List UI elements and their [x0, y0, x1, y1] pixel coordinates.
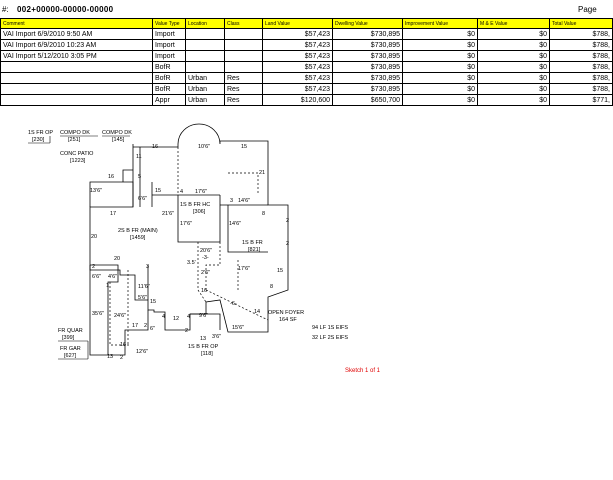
cell-me-value: $0 [478, 29, 550, 40]
label-compo-dk-2: COMPO DK [102, 130, 132, 136]
cell-improvement-value: $0 [403, 51, 478, 62]
cell-location: Urban [186, 95, 225, 106]
page-label: Page [578, 5, 597, 14]
cell-land-value: $57,423 [263, 84, 333, 95]
pin-label: #: [2, 5, 9, 14]
cell-class [225, 51, 263, 62]
label-2s-b-fr-main: 2S B FR (MAIN) [118, 228, 158, 234]
dimension-label: 10'6" [198, 144, 211, 150]
cell-total-value: $788, [550, 51, 613, 62]
cell-location [186, 62, 225, 73]
cell-value-type: Import [153, 51, 186, 62]
cell-location [186, 51, 225, 62]
cell-dwelling-value: $730,895 [333, 29, 403, 40]
dimension-label: 1 [106, 283, 110, 289]
table-row [1, 40, 613, 51]
dimension-label: 15'6" [232, 325, 245, 331]
dimension-label: 4 [187, 314, 191, 320]
dimension-label: 17 [132, 323, 139, 329]
cell-comment [1, 73, 153, 84]
cell-me-value: $0 [478, 40, 550, 51]
cell-improvement-value: $0 [403, 95, 478, 106]
cell-class [225, 29, 263, 40]
dimension-label: 6" [150, 326, 156, 332]
dimension-label: 16 [108, 174, 115, 180]
col-total-value: Total Value [550, 19, 613, 29]
label-underlines [28, 136, 130, 359]
table-row [1, 73, 613, 84]
dimension-label: 12 [173, 316, 180, 322]
dimension-label: 2 [286, 241, 290, 247]
table-row [1, 84, 613, 95]
label-compo-dk-1: COMPO DK [60, 130, 90, 136]
col-improvement-value: Improvement Value [403, 19, 478, 29]
col-me-value: M & E Value [478, 19, 550, 29]
dimension-label: 11'6" [138, 284, 150, 290]
label-fr-gar: FR GAR [60, 346, 81, 352]
label-1s-b-fr: 1S B FR [242, 240, 263, 246]
label-compo-dk-1-area: [251] [68, 137, 81, 143]
report-header [0, 4, 600, 18]
table-row [1, 62, 613, 73]
dimension-label: 2 [185, 328, 189, 334]
area-labels [28, 130, 348, 359]
cell-comment: VAI Import 5/12/2010 3:05 PM [1, 51, 153, 62]
label-2s-eifs: 32 LF 2S EIFS [312, 335, 349, 341]
cell-improvement-value: $0 [403, 84, 478, 95]
col-location: Location [186, 19, 225, 29]
col-class: Class [225, 19, 263, 29]
cell-land-value: $57,423 [263, 62, 333, 73]
cell-value-type: BofR [153, 84, 186, 95]
col-land-value: Land Value [263, 19, 333, 29]
cell-dwelling-value: $730,895 [333, 62, 403, 73]
dimension-label: 15 [155, 188, 162, 194]
parcel-id: 002+00000-00000-00000 [17, 5, 114, 14]
cell-value-type: Import [153, 29, 186, 40]
cell-improvement-value: $0 [403, 62, 478, 73]
dimension-label: 6'6" [92, 274, 102, 280]
dimension-label: 16 [152, 144, 159, 150]
cell-comment [1, 95, 153, 106]
cell-improvement-value: $0 [403, 73, 478, 84]
dimension-label: 20'6" [200, 248, 213, 254]
table-row [1, 51, 613, 62]
dimension-label: 2 [144, 323, 148, 329]
dimension-label: 13'6" [90, 188, 103, 194]
label-1s-b-fr-op-area: [118] [201, 351, 213, 357]
patio-step [123, 170, 133, 182]
dimension-label: 17'6" [238, 266, 251, 272]
label-open-foyer-area: 164 SF [279, 317, 297, 323]
cell-value-type: BofR [153, 62, 186, 73]
dimension-label: 3 [146, 264, 150, 270]
dimension-label: 15 [277, 268, 284, 274]
dimension-label: 16 [120, 342, 127, 348]
sketch-page-link[interactable]: Sketch 1 of 1 [345, 368, 381, 374]
col-value-type: Value Type [153, 19, 186, 29]
cell-comment [1, 62, 153, 73]
dimension-label: 8 [270, 284, 274, 290]
label-1s-eifs: 94 LF 1S EIFS [312, 325, 349, 331]
cell-me-value: $0 [478, 51, 550, 62]
cell-value-type: BofR [153, 73, 186, 84]
dimension-label: 4 [180, 189, 184, 195]
col-comment: Comment [1, 19, 153, 29]
dimension-label: 35'6" [92, 311, 105, 317]
dimension-label: 20 [91, 234, 98, 240]
table-header-row [1, 19, 613, 29]
dimension-label: 4'6" [108, 274, 118, 280]
cell-class: Res [225, 84, 263, 95]
label-conc-patio-area: [1223] [70, 158, 86, 164]
dimension-label: 2 [92, 264, 96, 270]
label-open-foyer: OPEN FOYER [268, 310, 305, 316]
floor-plan-sketch [0, 120, 600, 480]
dimension-label: 24'6" [114, 313, 127, 319]
dimension-label: -6- [230, 301, 237, 307]
dimension-label: 3.5' [187, 260, 196, 266]
dimension-label: 9'6" [199, 313, 209, 319]
dimension-label: 14'6" [229, 221, 242, 227]
label-fr-quar: FR QUAR [58, 328, 83, 334]
label-fr-gar-area: [627] [64, 353, 77, 359]
cell-land-value: $57,423 [263, 29, 333, 40]
cell-class [225, 62, 263, 73]
cell-dwelling-value: $730,895 [333, 51, 403, 62]
cell-improvement-value: $0 [403, 29, 478, 40]
dimension-label: 3 [230, 198, 234, 204]
cell-improvement-value: $0 [403, 40, 478, 51]
dimension-label: 17'6" [180, 221, 193, 227]
conc-patio-box [90, 182, 133, 207]
dimension-label: 16 [201, 288, 208, 294]
cell-total-value: $788, [550, 84, 613, 95]
dimension-label: -3- [202, 255, 209, 261]
label-1s-b-fr-hc-area: [306] [193, 209, 206, 215]
cell-dwelling-value: $730,895 [333, 40, 403, 51]
dimension-label: 15 [241, 144, 248, 150]
cell-comment: VAI Import 6/9/2010 9:50 AM [1, 29, 153, 40]
label-compo-dk-2-area: [145] [112, 137, 125, 143]
cell-class: Res [225, 73, 263, 84]
cell-land-value: $57,423 [263, 40, 333, 51]
cell-me-value: $0 [478, 95, 550, 106]
dimension-label: 21 [259, 170, 266, 176]
cell-location [186, 29, 225, 40]
label-conc-patio: CONC PATIO [60, 151, 94, 157]
cell-me-value: $0 [478, 84, 550, 95]
dimension-label: 20 [114, 256, 121, 262]
col-dwelling-value: Dwelling Value [333, 19, 403, 29]
dimension-label: 2'6" [201, 270, 211, 276]
dimension-label: 2 [120, 355, 124, 361]
cell-value-type: Import [153, 40, 186, 51]
cell-dwelling-value: $730,895 [333, 73, 403, 84]
cell-total-value: $788, [550, 40, 613, 51]
cell-value-type: Appr [153, 95, 186, 106]
dimension-label: 17'6" [195, 189, 208, 195]
label-1s-fr-op: 1S FR OP [28, 130, 54, 136]
cell-me-value: $0 [478, 73, 550, 84]
label-1s-b-fr-hc: 1S B FR HC [180, 202, 211, 208]
cell-location [186, 40, 225, 51]
cell-land-value: $57,423 [263, 51, 333, 62]
dimension-label: 21'6" [162, 211, 175, 217]
cell-me-value: $0 [478, 62, 550, 73]
cell-comment: VAI Import 6/9/2010 10:23 AM [1, 40, 153, 51]
dimension-label: 6'6" [138, 196, 148, 202]
dimension-label: 2 [286, 218, 290, 224]
label-fr-quar-area: [399] [62, 335, 75, 341]
label-1s-b-fr-area: [821] [248, 247, 261, 253]
cell-location: Urban [186, 73, 225, 84]
cell-total-value: $788, [550, 62, 613, 73]
dimension-label: 14 [254, 309, 261, 315]
cell-comment [1, 84, 153, 95]
dimension-label: 17 [110, 211, 117, 217]
cell-total-value: $788, [550, 73, 613, 84]
cell-class [225, 40, 263, 51]
dimension-label: 5'6" [138, 295, 148, 301]
label-1s-b-fr-op: 1S B FR OP [188, 344, 219, 350]
table-row [1, 29, 613, 40]
cell-total-value: $771, [550, 95, 613, 106]
dimension-label: 14'6" [238, 198, 251, 204]
cell-land-value: $120,600 [263, 95, 333, 106]
label-1s-fr-op-area: [230] [32, 137, 45, 143]
dimension-label: 12'6" [136, 349, 149, 355]
cell-class: Res [225, 95, 263, 106]
dimension-label: 11 [136, 154, 142, 160]
dimension-label: 5 [138, 174, 142, 180]
cell-dwelling-value: $730,895 [333, 84, 403, 95]
dimension-label: 13 [107, 354, 114, 360]
dimension-label: 4 [162, 314, 166, 320]
table-row [1, 95, 613, 106]
cell-location: Urban [186, 84, 225, 95]
dimension-label: 13 [200, 336, 207, 342]
cell-land-value: $57,423 [263, 73, 333, 84]
dimension-label: 15 [150, 299, 157, 305]
dimension-label: 3'6" [212, 334, 222, 340]
dimension-label: 8 [262, 211, 266, 217]
cell-dwelling-value: $650,700 [333, 95, 403, 106]
label-2s-b-fr-main-area: [1459] [130, 235, 146, 241]
cell-total-value: $788, [550, 29, 613, 40]
valuation-table [0, 18, 613, 106]
